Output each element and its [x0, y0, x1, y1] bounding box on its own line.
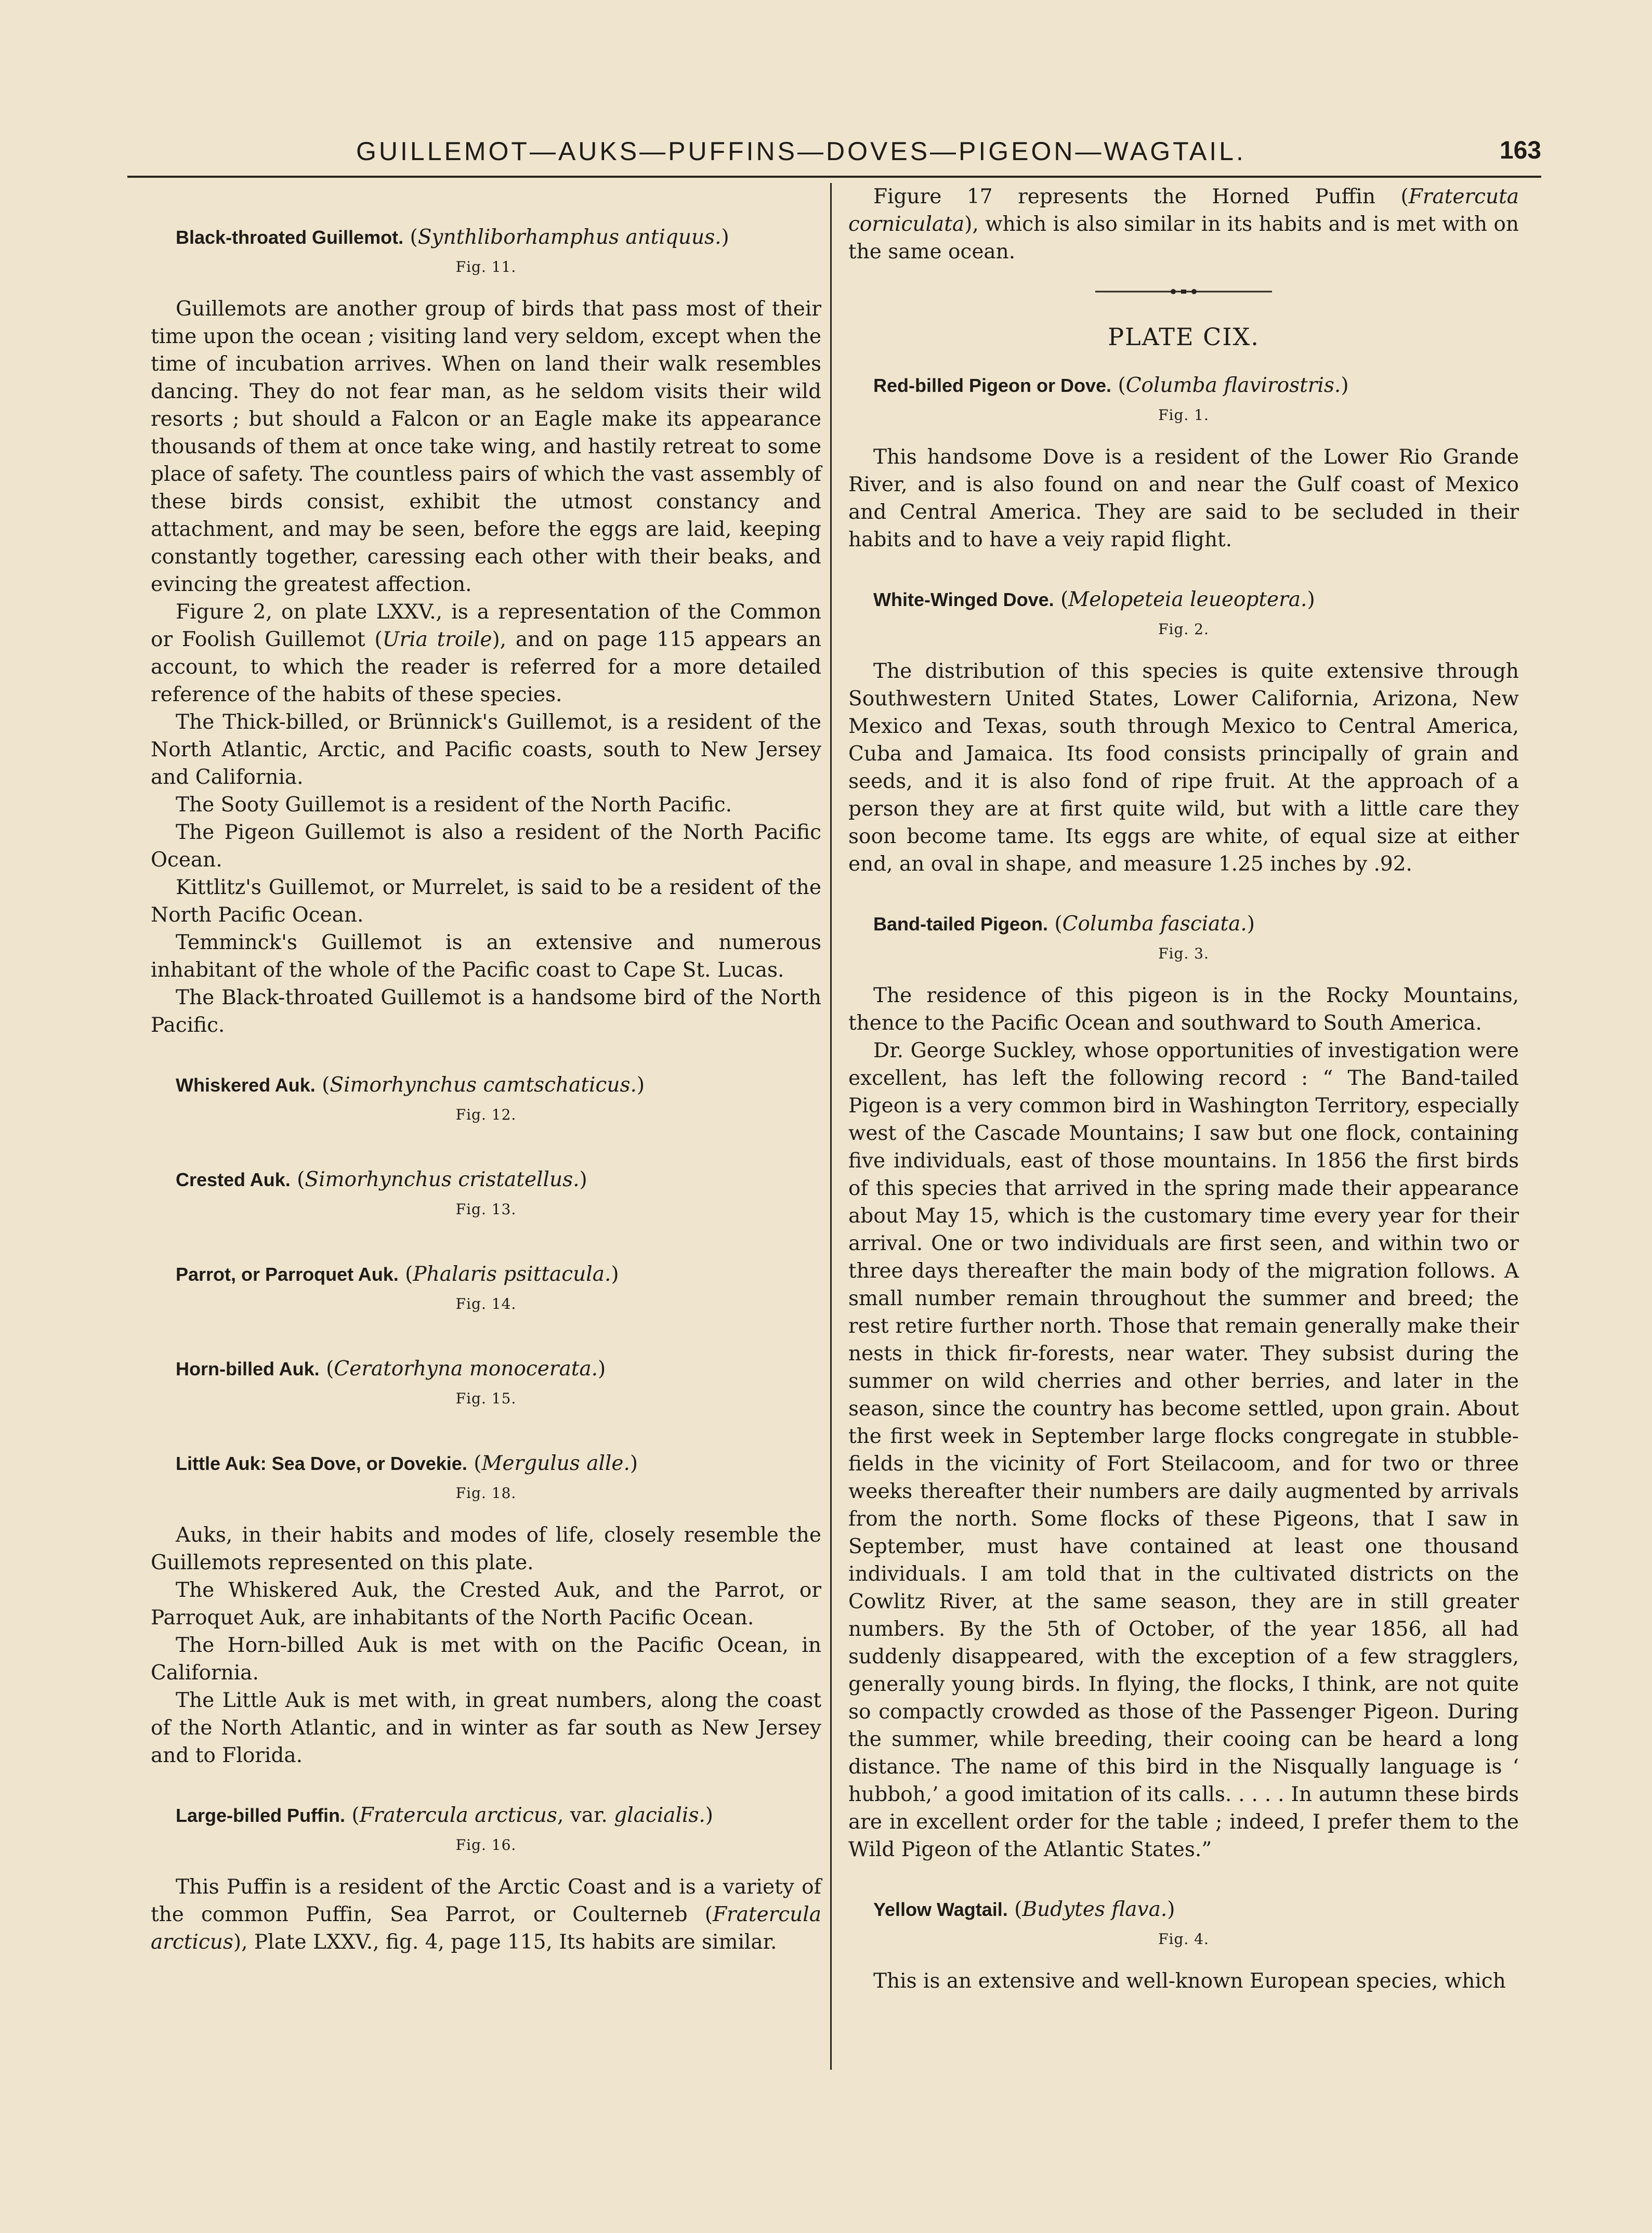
paragraph: Temminck's Guillemot is an extensive and numerous inhabitant of the whole of the Pacific coast to Cape St. Lucas. [151, 931, 821, 982]
paragraph: Kittlitz's Guillemot, or Murrelet, is said to be a resident of the North Pacific Ocean. [151, 876, 821, 927]
heading-whiskered-auk: Whiskered Auk. (Simorhynchus camtschaticus.) [176, 1073, 645, 1097]
paragraph: This handsome Dove is a resident of the Lower Rio Grande River, and is also found on and near the Gulf coast of Mexico and Central America. They are said to be secluded in their habits and to have a veiy rapid flight. [848, 445, 1519, 551]
header-rule [127, 176, 1541, 178]
fig-label: Fig. 4. [1158, 1930, 1209, 1948]
heading-band-tailed-pigeon: Band-tailed Pigeon. (Columba fasciata.) [873, 912, 1255, 936]
fig-label: Fig. 13. [455, 1201, 517, 1218]
heading-crested-auk: Crested Auk. (Simorhynchus cristatellus.) [176, 1168, 587, 1191]
plate-heading: PLATE CIX. [1108, 323, 1260, 351]
running-title: GUILLEMOT—AUKS—PUFFINS—DOVES—PIGEON—WAGTAIL. [356, 137, 1246, 166]
column-divider [830, 183, 832, 2070]
paragraph-horned-puffin: Figure 17 represents the Horned Puffin (Fratercuta corniculata), which is also similar in its habits and is met with on the same ocean. [848, 185, 1519, 264]
paragraph: Guillemots are another group of birds that pass most of their time upon the ocean ; visiting land very seldom, except when the time of incubation arrives. When on land their walk resembles dancing. They do not fear man, as he seldom visits their wild resorts ; but should a Falcon or an Eagle make its appearance thousands of them at once take wing, and hastily retreat to some place of safety. The countless pairs of which the vast assembly of these birds consist, exhibit the utmost constancy and attachment, and may be seen, before the eggs are laid, keeping constantly together, caressing each other with their beaks, and evincing the greatest affection. [151, 297, 821, 596]
paragraph: The distribution of this species is quite extensive through Southwestern United States, Lower California, Arizona, New Mexico and Texas, south through Mexico to Central America, Cuba and Jamaica. Its food consists principally of grain and seeds, and it is also fond of ripe fruit. At the approach of a person they are at first quite wild, but with a little care they soon become tame. Its eggs are white, of equal size at either end, an oval in shape, and measure 1.25 inches by .92. [848, 660, 1519, 876]
paragraph: This is an extensive and well-known European species, which [873, 1969, 1506, 1993]
paragraph: The Thick-billed, or Brünnick's Guillemot, is a resident of the North Atlantic, Arctic, and Pacific coasts, south to New Jersey and California. [151, 711, 821, 789]
paragraph: The Horn-billed Auk is met with on the Pacific Ocean, in California. [151, 1634, 821, 1685]
heading-large-billed-puffin: Large-billed Puffin. (Fratercula arcticus, var. glacialis.) [176, 1804, 714, 1827]
ornament-divider [1095, 286, 1272, 297]
heading-horn-billed-auk: Horn-billed Auk. (Ceratorhyna monocerata.) [176, 1357, 606, 1381]
heading-little-auk: Little Auk: Sea Dove, or Dovekie. (Mergulus alle.) [176, 1452, 638, 1475]
heading-white-winged-dove: White-Winged Dove. (Melopeteia leueoptera.) [873, 588, 1315, 611]
paragraph: The Black-throated Guillemot is a handsome bird of the North Pacific. [151, 986, 821, 1037]
fig-label: Fig. 12. [455, 1106, 517, 1123]
fig-label: Fig. 18. [455, 1485, 517, 1502]
heading-parrot-auk: Parrot, or Parroquet Auk. (Phalaris psittacula.) [176, 1263, 619, 1286]
page-number: 163 [1499, 137, 1541, 164]
fig-label: Fig. 14. [455, 1295, 517, 1312]
fig-label: Fig. 16. [455, 1836, 517, 1854]
paragraph: The Whiskered Auk, the Crested Auk, and the Parrot, or Parroquet Auk, are inhabitants of the North Pacific Ocean. [151, 1579, 821, 1630]
paragraph: Dr. George Suckley, whose opportunities of investigation were excellent, has left the following record : “ The Band-tailed Pigeon is a very common bird in Washington Territory, especially west of the Cascade Mountains; I saw but one flock, containing five individuals, east of those mountains. In 1856 the first birds of this species that arrived in the spring made their appearance about May 15, which is the customary time every year for their arrival. One or two individuals are first seen, and within two or three days thereafter the main body of the migration follows. A small number remain throughout the summer and breed; the rest retire further north. Those that remain generally make their nests in thick fir-forests, near water. They subsist during the summer on wild cherries and other berries, and later in the season, since the country has become settled, upon grain. About the first week in September large flocks congregate in stubble-fields in the vicinity of Fort Steilacoom, and for two or three weeks thereafter their numbers are daily augmented by arrivals from the north. Some flocks of these Pigeons, that I saw in September, must have contained at least one thousand individuals. I am told that in the cultivated districts on the Cowlitz River, at the same season, they are in still greater numbers. By the 5th of October, of the year 1856, all had suddenly disappeared, with the exception of a few stragglers, generally young birds. In flying, the flocks, I think, are not quite so compactly crowded as those of the Passenger Pigeon. During the summer, while breeding, their cooing can be heard a long distance. The name of this bird in the Nisqually language is ‘ hubboh,’ a good imitation of its calls. . . . . In autumn these birds are in excellent order for the table ; indeed, I prefer them to the Wild Pigeon of the Atlantic States.” [848, 1039, 1519, 1861]
paragraph: The Pigeon Guillemot is also a resident of the North Pacific Ocean. [151, 821, 821, 872]
fig-label: Fig. 1. [1158, 406, 1209, 424]
paragraph: Auks, in their habits and modes of life, closely resemble the Guillemots represented on this plate. [151, 1523, 821, 1574]
paragraph: The Little Auk is met with, in great numbers, along the coast of the North Atlantic, and in winter as far south as New Jersey and to Florida. [151, 1689, 821, 1767]
heading-yellow-wagtail: Yellow Wagtail. (Budytes flava.) [873, 1898, 1175, 1921]
fig-label: Fig. 3. [1158, 945, 1209, 962]
running-head [127, 136, 1541, 178]
heading-black-throated-guillemot: Black-throated Guillemot. (Synthliborhamphus antiquus.) [176, 226, 729, 249]
fig-label: Fig. 11. [455, 258, 517, 275]
paragraph: The residence of this pigeon is in the Rocky Mountains, thence to the Pacific Ocean and southward to South America. [848, 984, 1519, 1035]
fig-label: Fig. 2. [1158, 621, 1209, 638]
paragraph-figure-2: Figure 2, on plate LXXV., is a representation of the Common or Foolish Guillemot (Uria troile), and on page 115 appears an account, to which the reader is referred for a more detailed reference of the habits of these species. [151, 600, 821, 706]
left-column [151, 224, 821, 1956]
fig-label: Fig. 15. [455, 1390, 517, 1407]
paragraph: The Sooty Guillemot is a resident of the North Pacific. [176, 793, 732, 817]
heading-red-billed-pigeon: Red-billed Pigeon or Dove. (Columba flavirostris.) [873, 374, 1349, 397]
right-column [848, 183, 1519, 1995]
paragraph-puffin: This Puffin is a resident of the Arctic Coast and is a variety of the common Puffin, Sea Parrot, or Coulterneb (Fratercula arcticus), Plate LXXV., fig. 4, page 115, Its habits are similar. [151, 1875, 821, 1954]
